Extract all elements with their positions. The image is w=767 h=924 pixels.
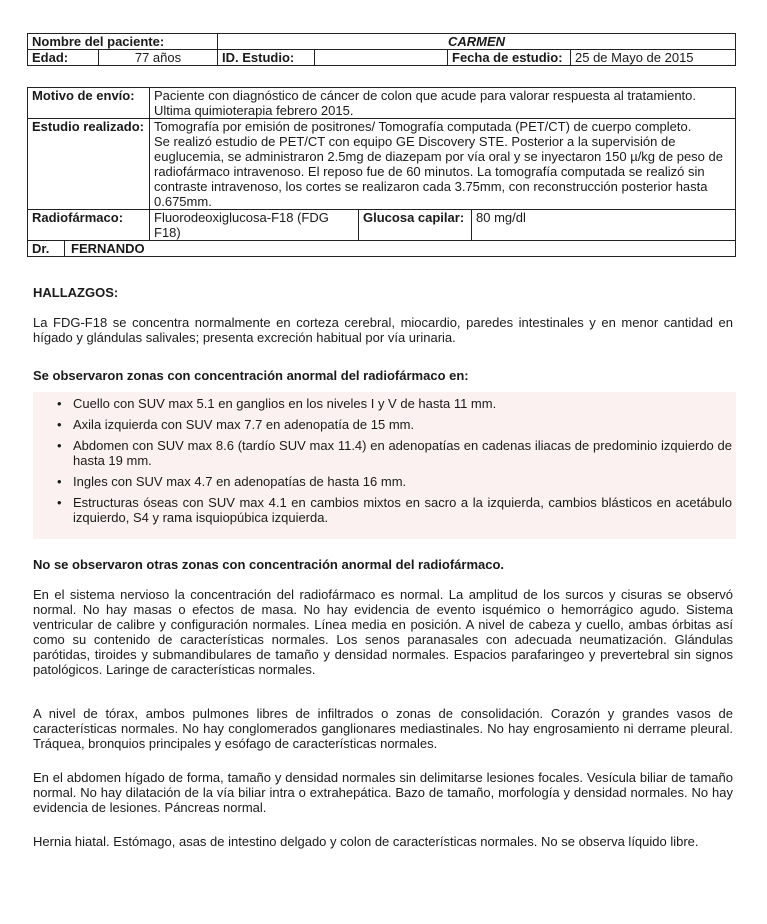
finding-item	[33, 474, 736, 489]
study-performed-label: Estudio realizado:	[28, 119, 150, 210]
radiopharm-value: Fluorodeoxiglucosa-F18 (FDG F18)	[150, 210, 359, 241]
patient-name-label: Nombre del paciente:	[28, 34, 218, 50]
patient-header-table	[27, 33, 736, 66]
bullet: •	[57, 474, 62, 489]
finding-item	[33, 417, 736, 432]
finding-item	[33, 396, 736, 411]
doctor-label: Dr.	[28, 241, 65, 256]
study-date-label: Fecha de estudio:	[448, 50, 571, 66]
intro-paragraph: La FDG-F18 se concentra normalmente en corteza cerebral, miocardio, paredes intestinales y en menor cantidad en hígado y glándulas salivales; presenta excreción habitual por vía urinaria.	[33, 315, 733, 345]
bullet: •	[57, 438, 62, 453]
hernia-paragraph: Hernia hiatal. Estómago, asas de intestino delgado y colon de características normales. No se observa líquido libre.	[33, 834, 699, 849]
age-label: Edad:	[28, 50, 99, 66]
study-id-label: ID. Estudio:	[218, 50, 315, 66]
bullet: •	[57, 396, 62, 411]
study-id-value	[315, 50, 448, 66]
doctor-row	[28, 241, 736, 257]
age-value: 77 años	[99, 50, 218, 66]
study-performed-title: Tomografía por emisión de positrones/ Tomografía computada (PET/CT) de cuerpo completo.	[154, 119, 692, 134]
glucose-value: 80 mg/dl	[472, 210, 736, 241]
thorax-paragraph: A nivel de tórax, ambos pulmones libres de infiltrados o zonas de consolidación. Corazón y grandes vasos de características normales. No hay conglomerados ganglionares mediastinales. No hay engrosamiento ni derrame pleural. Tráquea, bronquios principales y esófago de características normales.	[33, 706, 733, 751]
findings-heading: HALLAZGOS:	[33, 285, 119, 300]
doctor-name: FERNANDO	[71, 241, 145, 256]
finding-item	[33, 495, 736, 525]
finding-item	[33, 438, 736, 468]
abdomen-paragraph: En el abdomen hígado de forma, tamaño y densidad normales sin delimitarse lesiones focales. Vesícula biliar de tamaño normal. No hay dilatación de la vía biliar intra o extrahepática. Bazo de tamaño, morfología y densidad normales. No hay evidencia de lesiones. Páncreas normal.	[33, 770, 733, 815]
reason-value: Paciente con diagnóstico de cáncer de colon que acude para valorar respuesta al tratamiento. Ultima quimioterapia febrero 2015.	[150, 88, 736, 119]
patient-name-value: CARMEN	[218, 34, 736, 50]
finding-text: Axila izquierda con SUV max 7.7 en adenopatía de 15 mm.	[73, 417, 415, 432]
neuro-paragraph: En el sistema nervioso la concentración del radiofármaco es normal. La amplitud de los surcos y cisuras se observó normal. No hay masas o efectos de masa. No hay evidencia de evento isquémico o hemorrágico agudo. Sistema ventricular de calibre y configuración normales. Línea media en posición. A nivel de cabeza y cuello, ambas órbitas así como su contenido de características normales. Los senos paranasales con adecuada neumatización. Glándulas parótidas, tiroides y submandibulares de tamaño y densidad normales. Espacios parafaringeo y prevertebral sin signos patológicos. Laringe de características normales.	[33, 587, 733, 677]
radiopharm-label: Radiofármaco:	[28, 210, 150, 241]
no-other-heading: No se observaron otras zonas con concentración anormal del radiofármaco.	[33, 557, 505, 572]
study-performed-value	[150, 119, 736, 210]
study-performed-detail: Se realizó estudio de PET/CT con equipo GE Discovery STE. Posterior a la supervisión de euglucemia, se administraron 2.5mg de diazepam por vía oral y se inyectaron 150 µ/kg de peso de radiofármaco intravenoso. El reposo fue de 60 minutos. La tomografía computada se realizó sin contraste intravenoso, los cortes se realizaron cada 3.75mm, con reconstrucción posterior hasta 0.675mm.	[154, 134, 723, 209]
bullet: •	[57, 495, 62, 510]
glucose-label: Glucosa capilar:	[359, 210, 472, 241]
finding-text: Ingles con SUV max 4.7 en adenopatías de hasta 16 mm.	[73, 474, 407, 489]
reason-label: Motivo de envío:	[28, 88, 150, 119]
bullet: •	[57, 417, 62, 432]
study-info-table	[27, 87, 736, 257]
abnormal-heading: Se observaron zonas con concentración anormal del radiofármaco en:	[33, 368, 469, 383]
findings-list	[33, 392, 736, 539]
finding-text: Estructuras óseas con SUV max 4.1 en cambios mixtos en sacro a la izquierda, cambios blásticos en acetábulo izquierdo, S4 y rama isquiopúbica izquierda.	[73, 495, 732, 525]
study-date-value: 25 de Mayo de 2015	[571, 50, 736, 66]
finding-text: Abdomen con SUV max 8.6 (tardío SUV max 11.4) en adenopatías en cadenas iliacas de predominio izquierdo de hasta 19 mm.	[73, 438, 732, 468]
finding-text: Cuello con SUV max 5.1 en ganglios en los niveles I y V de hasta 11 mm.	[73, 396, 497, 411]
